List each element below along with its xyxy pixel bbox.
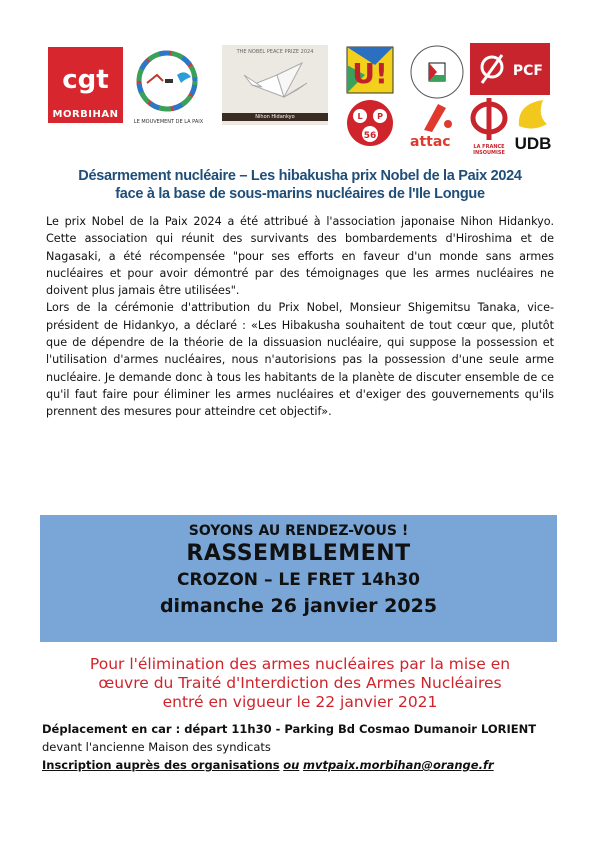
title-line-2: face à la base de sous-marins nucléaires de l'Ile Longue (115, 186, 485, 202)
body-paragraph-1: Le prix Nobel de la Paix 2024 a été attribué à l'association japonaise Nihon Hidankyo. Cette association qui réunit des survivants des bombardements d'Hiroshima et de Nagasaki, a été récompensée "pour ses efforts en faveur d'un monde sans armes nucléaires et pour avoir démontré par des témoignages que les armes nucléaires ne doivent plus jamais être utilisées". (46, 215, 554, 298)
attac-label: attac (410, 134, 451, 150)
inscription-label: Inscription auprès des organisations (42, 758, 280, 772)
inscription-email-link[interactable]: mvtpaix.morbihan@orange.fr (302, 758, 494, 772)
lfi-label: LA FRANCE INSOUMISE (473, 144, 505, 156)
inscription-or: ou (283, 758, 300, 772)
nobel-peace-prize-image (222, 45, 328, 125)
lp56-left-letter: L (357, 112, 363, 121)
body-text (46, 213, 554, 421)
banner-location-time: CROZON – LE FRET 14h30 (177, 570, 420, 590)
cause-line-3: entré en vigueur le 22 janvier 2021 (162, 693, 438, 711)
banner-event-type: RASSEMBLEMENT (186, 541, 411, 566)
lp56-right-letter: P (377, 112, 383, 121)
lfi-logo (465, 96, 513, 156)
cause-line-2: œuvre du Traité d'Interdiction des Armes Nucléaires (98, 674, 502, 692)
cause-line-1: Pour l'élimination des armes nucléaires par la mise en (89, 655, 511, 673)
attac-logo (410, 100, 464, 150)
phi-icon (465, 96, 513, 140)
mouvement-paix-label: LE MOUVEMENT DE LA PAIX (133, 119, 204, 125)
nobel-top-label: THE NOBEL PEACE PRIZE 2024 (236, 49, 314, 55)
cause-statement (40, 655, 560, 712)
udb-logo (513, 96, 553, 154)
udb-emblem-icon (513, 96, 553, 132)
event-banner (40, 515, 557, 642)
inscription-line (42, 756, 562, 774)
union-democratique-logo (345, 45, 395, 95)
lp56-logo (345, 98, 395, 148)
afps-emblem-icon (408, 43, 466, 101)
banner-date: dimanche 26 janvier 2025 (159, 595, 438, 617)
departure-info (42, 720, 562, 774)
logo-strip (0, 0, 600, 160)
svg-text:U!: U! (352, 57, 388, 90)
cgt-logo-subtext: MORBIHAN (52, 109, 119, 120)
mouvement-paix-logo (125, 45, 210, 125)
title-line-1: Désarmement nucléaire – Les hibakusha prix Nobel de la Paix 2024 (78, 168, 522, 184)
page-title (40, 167, 560, 203)
departure-bus-info: Déplacement en car : départ 11h30 - Parking Bd Cosmao Dumanoir LORIENT (42, 722, 537, 736)
banner-callout: SOYONS AU RENDEZ-VOUS ! (188, 523, 409, 539)
pcf-logo (470, 43, 550, 95)
body-paragraph-2: Lors de la cérémonie d'attribution du Prix Nobel, Monsieur Shigemitsu Tanaka, vice-président de Hidankyo, a déclaré : «Les Hibakusha souhaitent de tout cœur que, plutôt que de dépendre de la théorie de la dissuasion nucléaire, qui suppose la possession et l'utilisation d'armes nucléaires, nous n'autorisions pas la possession d'une seule arme nucléaire. Je demande donc à tous les habitants de la planète de discuter ensemble de ce qu'il faut faire pour éliminer les armes nucléaires et d'exiger des gouvernements qu'ils prennent des mesures pour atteindre cet objectif». (46, 301, 554, 419)
cgt-logo (48, 47, 123, 123)
departure-location-note: devant l'ancienne Maison des syndicats (42, 740, 271, 754)
pcf-label: PCF (512, 63, 543, 79)
nobel-bottom-label: Nihon Hidankyo (222, 113, 328, 121)
udb-label: UDB (514, 134, 552, 153)
attac-mark-icon (416, 100, 470, 134)
lp56-number: 56 (363, 131, 377, 141)
afps-logo (408, 43, 466, 101)
cgt-logo-text: cgt (62, 65, 109, 95)
hammer-sickle-icon (474, 43, 514, 95)
